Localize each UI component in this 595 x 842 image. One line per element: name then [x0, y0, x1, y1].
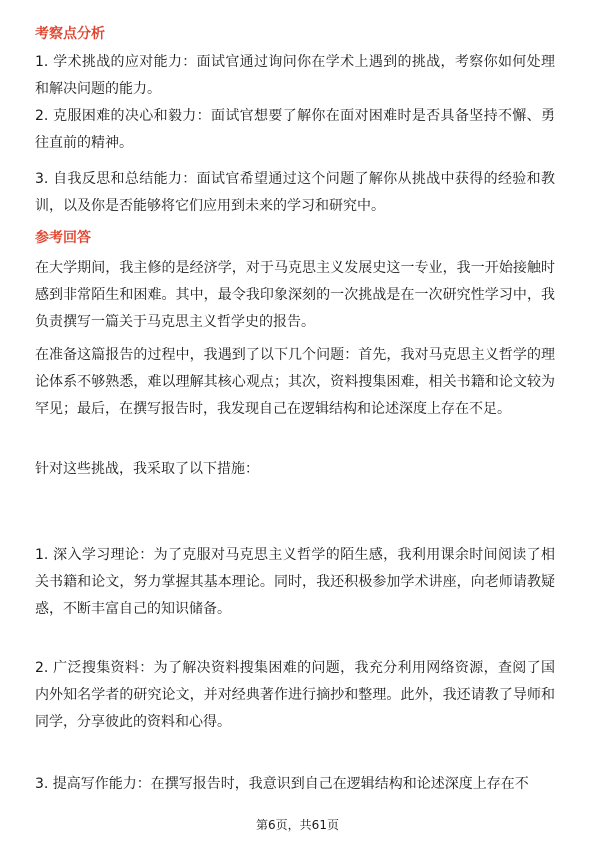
answer-paragraph-3: 针对这些挑战，我采取了以下措施：: [35, 461, 259, 477]
analysis-item-2: 2. 克服困难的决心和毅力：面试官想要了解你在面对困难时是否具备坚持不懈、勇往直前的精神。: [35, 108, 555, 151]
measure-item-1: 1. 深入学习理论：为了克服对马克思主义哲学的陌生感，我利用课余时间阅读了相关书籍和论文，努力掌握其基本理论。同时，我还积极参加学术讲座，向老师请教疑惑，不断丰富自己的知识储备。: [35, 547, 555, 617]
measure-item-3: 3. 提高写作能力：在撰写报告时，我意识到自己在逻辑结构和论述深度上存在不: [35, 776, 529, 792]
section-heading-analysis: 考察点分析: [35, 26, 105, 42]
analysis-item-1: 1. 学术挑战的应对能力：面试官通过询问你在学术上遇到的挑战，考察你如何处理和解决问题的能力。: [35, 54, 555, 97]
answer-paragraph-2: 在准备这篇报告的过程中，我遇到了以下几个问题：首先，我对马克思主义哲学的理论体系不够熟悉，难以理解其核心观点；其次，资料搜集困难，相关书籍和论文较为罕见；最后，在撰写报告时，我发现自己在逻辑结构和论述深度上存在不足。: [35, 347, 555, 417]
answer-paragraph-1: 在大学期间，我主修的是经济学，对于马克思主义发展史这一专业，我一开始接触时感到非常陌生和困难。其中，最令我印象深刻的一次挑战是在一次研究性学习中，我负责撰写一篇关于马克思主义哲学史的报告。: [35, 260, 555, 330]
page-number-footer: 第6页，共61页: [256, 818, 339, 832]
section-heading-reference-answer: 参考回答: [35, 230, 91, 246]
analysis-item-3: 3. 自我反思和总结能力：面试官希望通过这个问题了解你从挑战中获得的经验和教训，以及你是否能够将它们应用到未来的学习和研究中。: [35, 171, 555, 214]
measure-item-2: 2. 广泛搜集资料：为了解决资料搜集困难的问题，我充分利用网络资源，查阅了国内外知名学者的研究论文，并对经典著作进行摘抄和整理。此外，我还请教了导师和同学，分享彼此的资料和心得。: [35, 660, 555, 730]
